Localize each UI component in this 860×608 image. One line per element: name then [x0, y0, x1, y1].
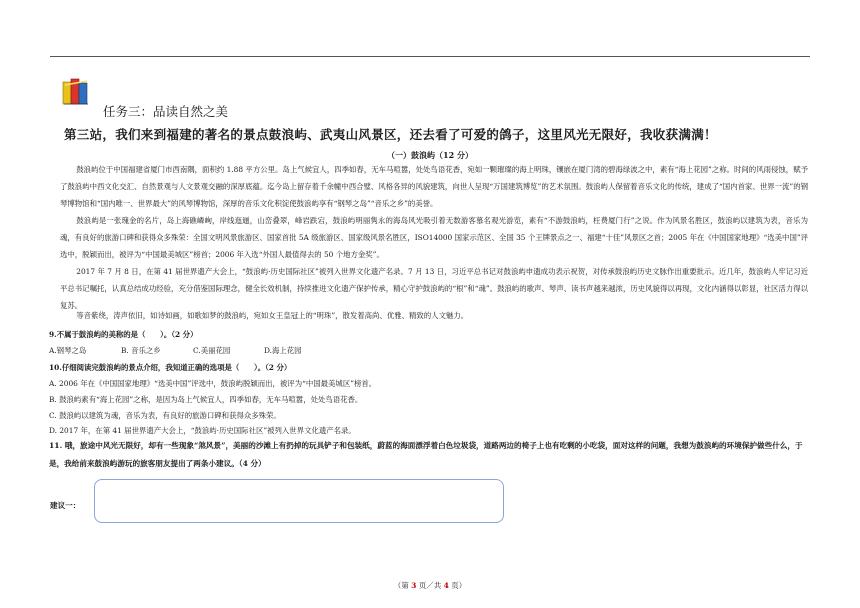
- reading-paragraph: 鼓浪屿是一张瑰金的名片，岛上海礁嶙峋，岸线迤逦，山峦叠翠，峰岩跌宕，鼓浪屿明丽隽永的海岛风光吸引着无数游客慕名观光游览，素有“不游鼓浪屿，枉费厦门行”之说。作为风景名胜区，鼓浪屿以建筑为表，音乐为魂，有良好的旅游口碑和获得众多殊荣：全国文明风景旅游区、国家首批 5A 级旅游区、国家级风景名胜区，ISO14000 国家示范区、全国 35 个王牌景点之一、福建“十佳”风景区之首；2005 年在《中国国家地理》“选美中国”评选中，脱颖而出，被评为“中国最美城区”榜首；2006 年入选“外国人最值得去的 50 个地方金奖”。: [60, 216, 809, 259]
- suggestion-answer-box[interactable]: [94, 479, 504, 523]
- question-9-option-c[interactable]: C.美丽花园: [193, 346, 231, 355]
- question-9-option-d[interactable]: D.海上花园: [264, 346, 302, 355]
- question-9-option-a[interactable]: A.钢琴之岛: [49, 346, 87, 355]
- reading-paragraph: 2017 年 7 月 8 日，在第 41 届世界遗产大会上，“鼓浪屿·历史国际社区”被列入世界文化遗产名录。7 月 13 日，习近平总书记对鼓浪屿申遗成功表示祝贺，对传承鼓浪屿历史文脉作出重要批示。近几年，鼓浪屿人牢记习近平总书记嘱托，认真总结成功经验，充分借鉴国际理念，健全长效机制，持续推进文化遗产保护传承，精心守护鼓浪屿的“根”和“魂”。鼓浪屿的歌声、琴声、读书声越来越浓，历史风貌得以再现，文化内涵得以彰显，社区活力得以复苏。: [60, 267, 808, 310]
- question-10-option-c[interactable]: C. 鼓浪屿以建筑为魂，音乐为表，有良好的旅游口碑和获得众多殊荣。: [49, 411, 281, 420]
- footer-suffix: 页）: [448, 581, 467, 590]
- reading-paragraph: 鼓浪屿位于中国福建省厦门市西南隅，面积约 1.88 平方公里。岛上气候宜人，四季如春，无车马喧嚣，处处鸟语花香，宛如一颗璀璨的海上明珠，镶嵌在厦门湾的碧海绿波之中，素有“海上花园”之称。时间的风雨侵蚀，赋予了鼓浪屿中西文化交汇、自然景观与人文景观交融的深厚底蕴。迄今岛上留存着千余幢中西合璧、风格各异的风貌建筑，向世人呈现“万国建筑博览”的艺术氛围。鼓浪屿人保留着音乐文化的传统，建成了“国内首家、世界一流”的钢琴博物馆和“国内唯一、世界最大”的风琴博物馆，深厚的音乐文化积淀使鼓浪屿享有“钢琴之岛”“音乐之乡”的美誉。: [60, 165, 808, 208]
- reading-paragraph: 等音紫绕，涛声依旧，如诗如画，如歌如梦的鼓浪屿，宛如女王皇冠上的“明珠”，散发着高尚、优雅、精致的人文魅力。: [76, 311, 469, 320]
- question-10-option-a[interactable]: A. 2006 年在《中国国家地理》“选美中国”评选中，鼓浪屿脱颖而出，被评为“中国最美城区”榜首。: [49, 379, 377, 388]
- top-rule: [50, 56, 810, 57]
- current-page-number: 3: [411, 581, 417, 590]
- question-10-option-d[interactable]: D. 2017 年，在第 41 届世界遗产大会上，“鼓浪屿·历史国际社区”被列入世界文化遗产名录。: [49, 426, 356, 435]
- suggestion-label: 建议一：: [50, 501, 81, 510]
- station-intro: 第三站，我们来到福建的著名的景点鼓浪屿、武夷山风景区，还去看了可爱的鸽子，这里风光无限好，我收获满满！: [64, 127, 717, 142]
- footer-prefix: （第: [393, 581, 412, 590]
- question-9-option-b[interactable]: B. 音乐之乡: [121, 346, 161, 355]
- question-10-stem: 10.仔细阅读完鼓浪屿的景点介绍，我知道正确的选项是（ ）。（2 分）: [49, 363, 292, 372]
- total-page-number: 4: [443, 581, 449, 590]
- section-title: （一）鼓浪屿（12 分）: [387, 150, 473, 160]
- question-11-stem: 11. 哦，旅途中风光无限好，却有一些现象“煞风景”，美丽的沙滩上有扔掉的玩具铲子和包装纸，蔚蓝的海面漂浮着白色垃圾袋，道路两边的椅子上也有吃剩的小吃袋，面对这样的问题，我想为鼓浪屿的环境保护做些什么，于是，我给前来鼓浪屿游玩的旅客朋友提出了两条小建议。（4 分）: [49, 441, 803, 468]
- question-9-stem: 9.不属于鼓浪屿的美称的是（ ）。（2 分）: [49, 330, 198, 339]
- footer-middle: 页／共: [416, 581, 444, 590]
- book-logo-icon: [62, 76, 90, 106]
- task-title: 任务三：品读自然之美: [103, 104, 229, 119]
- page-footer: [0, 580, 860, 591]
- question-10-option-b[interactable]: B. 鼓浪屿素有“海上花园”之称，是因为岛上气候宜人，四季如春，无车马喧嚣，处处鸟语花香。: [49, 395, 363, 404]
